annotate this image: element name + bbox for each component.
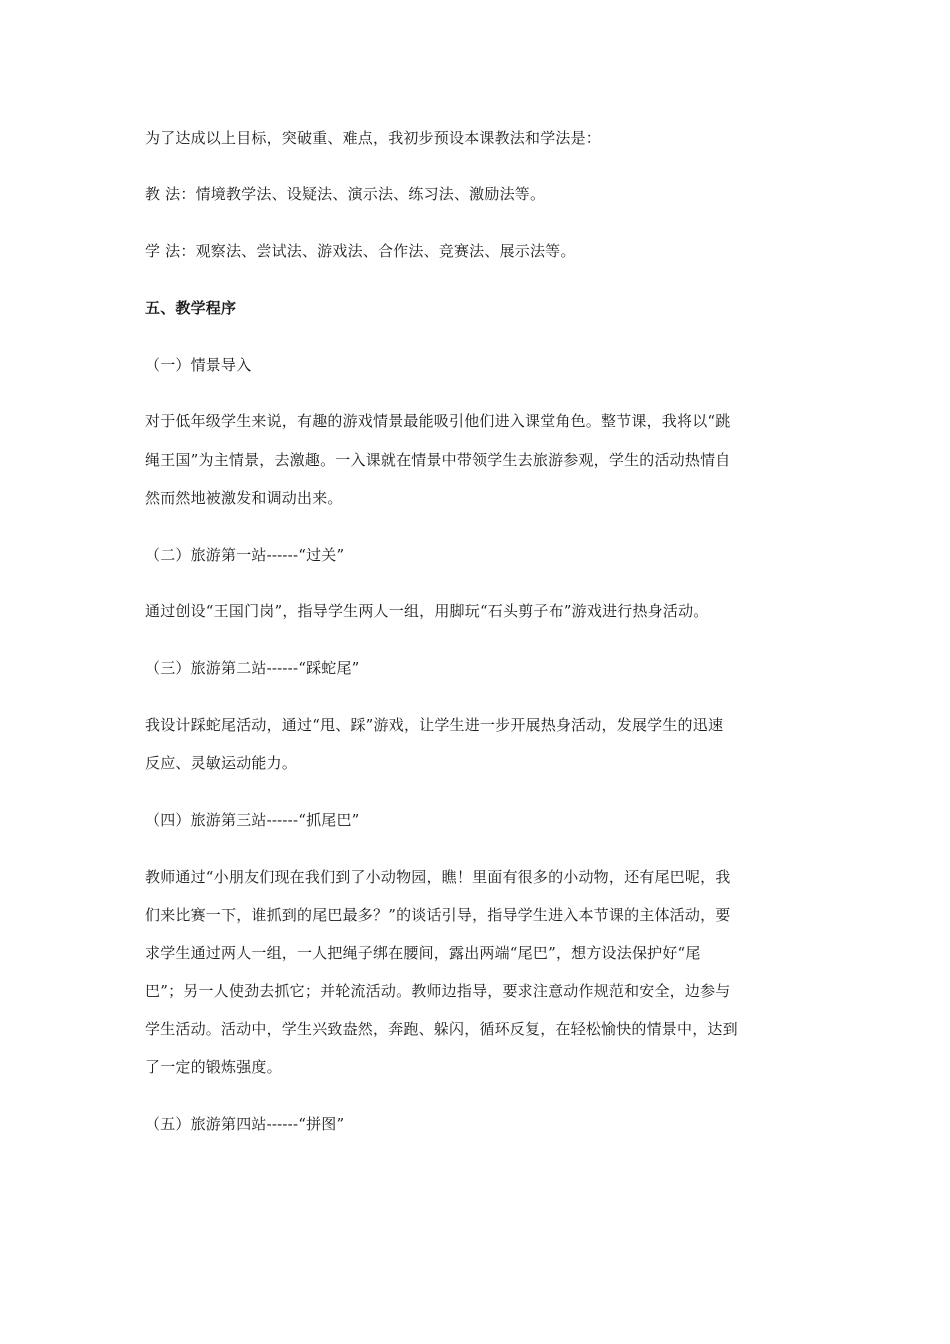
subsection-3-body-line: 反应、灵敏运动能力。 (145, 754, 298, 772)
subsection-2-title: （二）旅游第一站------“过关” (145, 546, 345, 564)
subsection-5-title: （五）旅游第四站------“拼图” (145, 1115, 345, 1133)
section-title: 五、教学程序 (145, 299, 237, 317)
subsection-4-body-line: 巴”；另一人使劲去抓它；并轮流活动。教师边指导，要求注意动作规范和安全，边参与 (145, 982, 731, 1000)
subsection-4-body-line: 了一定的锻炼强度。 (145, 1058, 282, 1076)
learning-method-line: 学 法：观察法、尝试法、游戏法、合作法、竞赛法、展示法等。 (145, 242, 576, 260)
subsection-4-body-line: 学生活动。活动中，学生兴致盎然，奔跑、躲闪，循环反复，在轻松愉快的情景中，达到 (145, 1020, 738, 1038)
subsection-2-body-line: 通过创设“王国门岗”，指导学生两人一组，用脚玩“石头剪子布”游戏进行热身活动。 (145, 602, 709, 620)
subsection-1-body-line: 绳王国”为主情景，去激趣。一入课就在情景中带领学生去旅游参观，学生的活动热情自 (145, 451, 731, 469)
subsection-3-body-line: 我设计踩蛇尾活动，通过“甩、踩”游戏，让学生进一步开展热身活动，发展学生的迅速 (145, 716, 724, 734)
subsection-4-body-line: 教师通过“小朋友们现在我们到了小动物园，瞧！里面有很多的小动物，还有尾巴呢，我 (145, 868, 731, 886)
subsection-4-title: （四）旅游第三站------“抓尾巴” (145, 811, 360, 829)
subsection-3-title: （三）旅游第二站------“踩蛇尾” (145, 659, 360, 677)
subsection-4-body-line: 求学生通过两人一组，一人把绳子绑在腰间，露出两端“尾巴”，想方设法保护好“尾 (145, 944, 701, 962)
teaching-method-line: 教 法：情境教学法、设疑法、演示法、练习法、激励法等。 (145, 185, 546, 203)
subsection-1-title: （一）情景导入 (145, 356, 252, 374)
intro-paragraph: 为了达成以上目标，突破重、难点，我初步预设本课教法和学法是： (145, 129, 602, 147)
subsection-1-body-line: 对于低年级学生来说，有趣的游戏情景最能吸引他们进入课堂角色。整节课，我将以“跳 (145, 412, 731, 430)
subsection-1-body-line: 然而然地被激发和调动出来。 (145, 489, 343, 507)
subsection-4-body-line: 们来比赛一下，谁抓到的尾巴最多？”的谈话引导，指导学生进入本节课的主体活动，要 (145, 906, 731, 924)
